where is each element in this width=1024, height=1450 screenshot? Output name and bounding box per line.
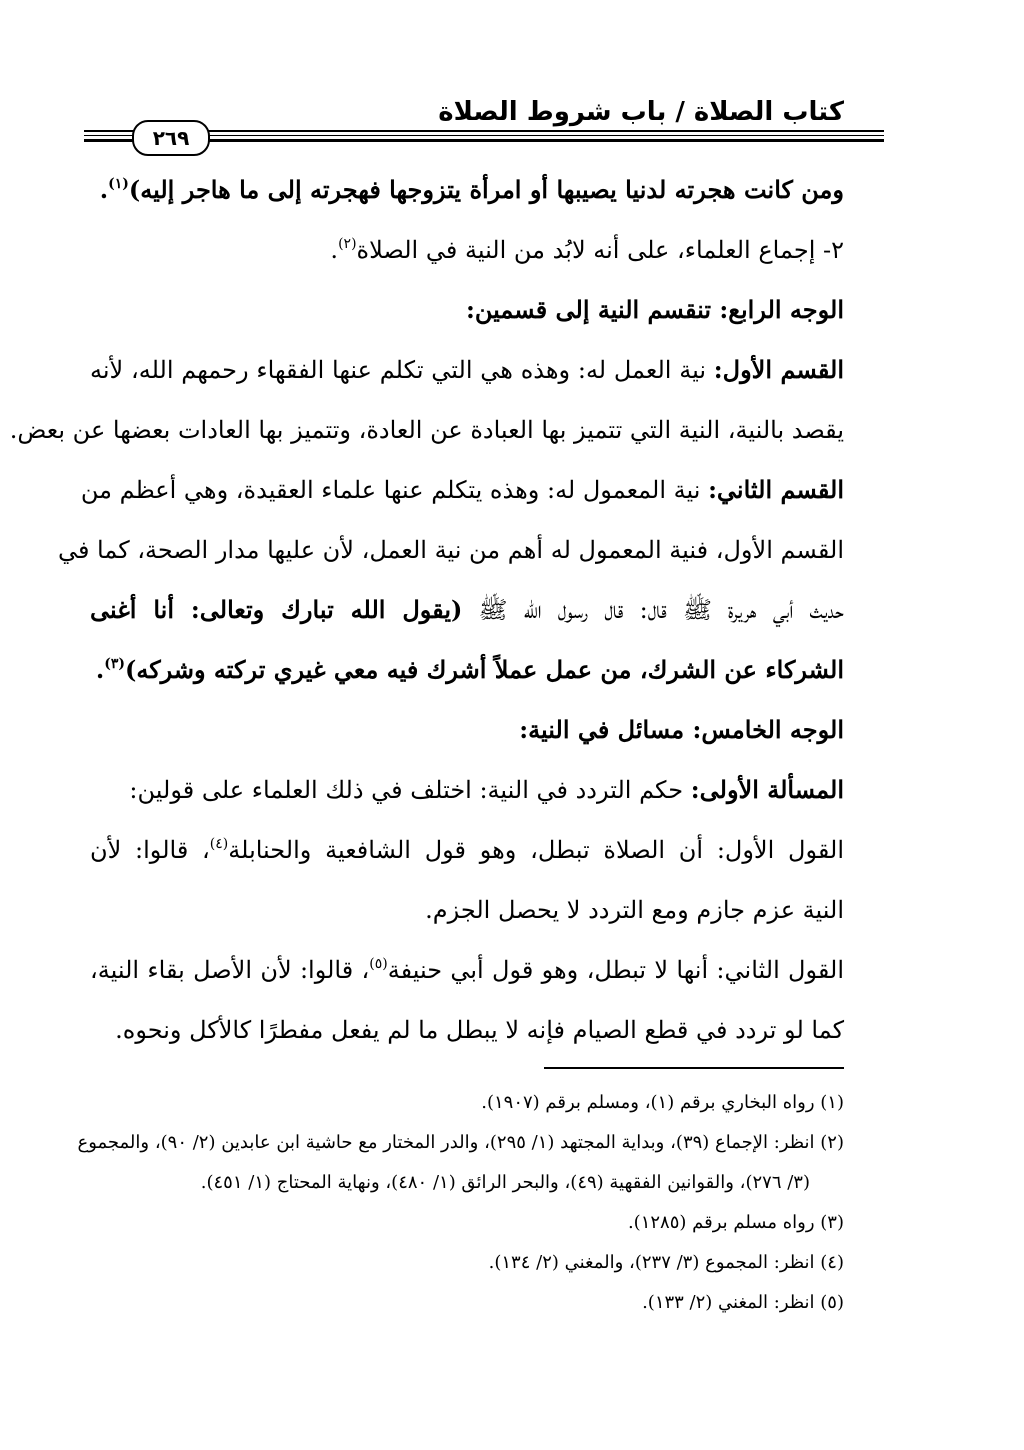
footnote-separator <box>544 1067 844 1069</box>
line-text: القسم الأول، فنية المعمول له أهم من نية العمل، لأن عليها مدار الصحة، كما في <box>57 536 844 564</box>
footnote-ref: (٥) <box>369 956 388 972</box>
hadith-text: الشركاء عن الشرك، من عمل عملاً أشرك فيه معي غيري تركته وشركه) <box>124 655 844 684</box>
term-label: القسم الأول: <box>713 355 844 384</box>
text-line <box>80 460 844 520</box>
section-heading <box>90 280 844 340</box>
footnote: (٤) انظر: المجموع (٣/ ٢٣٧)، والمغني (٢/ ١٣٤). <box>488 1252 844 1273</box>
line-text: القول الأول: أن الصلاة تبطل، وهو قول الشافعية والحنابلة <box>228 836 844 864</box>
footnote-continuation: (٣/ ٢٧٦)، والقوانين الفقهية (٤٩)، والبحر الرائق (١/ ٤٨٠)، ونهاية المحتاج (١/ ٤٥١). <box>200 1172 810 1193</box>
line-text: نية العمل له: وهذه هي التي تكلم عنها الفقهاء رحمهم الله، لأنه <box>90 356 714 384</box>
page-number-badge: ٢٦٩ <box>132 120 210 156</box>
line-end: . <box>99 175 109 204</box>
footnote: (٣) رواه مسلم برقم (١٢٨٥). <box>627 1212 844 1233</box>
heading-text: الوجه الخامس: مسائل في النية: <box>519 715 844 744</box>
text-line <box>90 940 844 1000</box>
line-end: . <box>95 655 105 684</box>
footnote: (٢) انظر: الإجماع (٣٩)، وبداية المجتهد (١/ ٢٩٥)، والدر المختار مع حاشية ابن عابدين (٢/ ٩٠)، والمجموع <box>77 1132 844 1153</box>
line-end: ، قالوا: لأن الأصل بقاء النية، <box>90 956 370 984</box>
line-text: حكم التردد في النية: اختلف في ذلك العلماء على قولين: <box>129 776 691 804</box>
line-text: ٢- إجماع العلماء، على أنه لابُد من النية في الصلاة <box>356 236 844 264</box>
text-line <box>90 1000 844 1060</box>
text-line <box>57 520 844 580</box>
text-line <box>90 160 844 220</box>
line-text: كما لو تردد في قطع الصيام فإنه لا يبطل ما لم يفعل مفطرًا كالأكل ونحوه. <box>115 1016 844 1044</box>
text-line <box>90 580 844 640</box>
text-line <box>90 640 844 700</box>
line-end: ، قالوا: لأن <box>90 836 210 864</box>
line-text: القول الثاني: أنها لا تبطل، وهو قول أبي حنيفة <box>387 956 844 984</box>
text-line <box>90 880 844 940</box>
term-label: القسم الثاني: <box>708 475 844 504</box>
section-heading <box>90 700 844 760</box>
main-text <box>9 160 844 1060</box>
line-text: ومن كانت هجرته لدنيا يصيبها أو امرأة يتزوجها فهجرته إلى ما هاجر إليه) <box>128 175 844 204</box>
footnote-ref: (٤) <box>209 836 229 852</box>
footnote-ref: (٢) <box>338 236 357 252</box>
text-line <box>90 220 844 280</box>
hadith-text: (يقول الله تبارك وتعالى: أنا أغنى <box>90 595 463 624</box>
footnote: (٥) انظر: المغني (٢/ ١٣٣). <box>642 1292 844 1313</box>
line-text: حديث أبي هريرة ﷺ قال: قال رسول الله ﷺ <box>462 596 844 624</box>
footnote: (١) رواه البخاري برقم (١)، ومسلم برقم (١٩٠٧). <box>481 1092 844 1113</box>
line-end: . <box>330 236 339 264</box>
running-header-title: كتاب الصلاة / باب شروط الصلاة <box>438 97 844 127</box>
footnotes <box>77 1083 844 1323</box>
footnote-ref: (٣) <box>104 656 125 672</box>
text-line <box>90 760 844 820</box>
line-text: النية عزم جازم ومع التردد لا يحصل الجزم. <box>425 896 844 924</box>
footnote-ref: (١) <box>108 176 129 192</box>
text-line <box>90 820 844 880</box>
text-line <box>90 340 844 400</box>
heading-text: الوجه الرابع: تنقسم النية إلى قسمين: <box>466 295 844 324</box>
line-text: نية المعمول له: وهذه يتكلم عنها علماء العقيدة، وهي أعظم من <box>80 476 709 504</box>
text-line <box>9 400 844 460</box>
line-text: يقصد بالنية، النية التي تتميز بها العبادة عن العادة، وتتميز بها العادات بعضها عن بعض. <box>9 416 844 444</box>
term-label: المسألة الأولى: <box>690 775 844 804</box>
